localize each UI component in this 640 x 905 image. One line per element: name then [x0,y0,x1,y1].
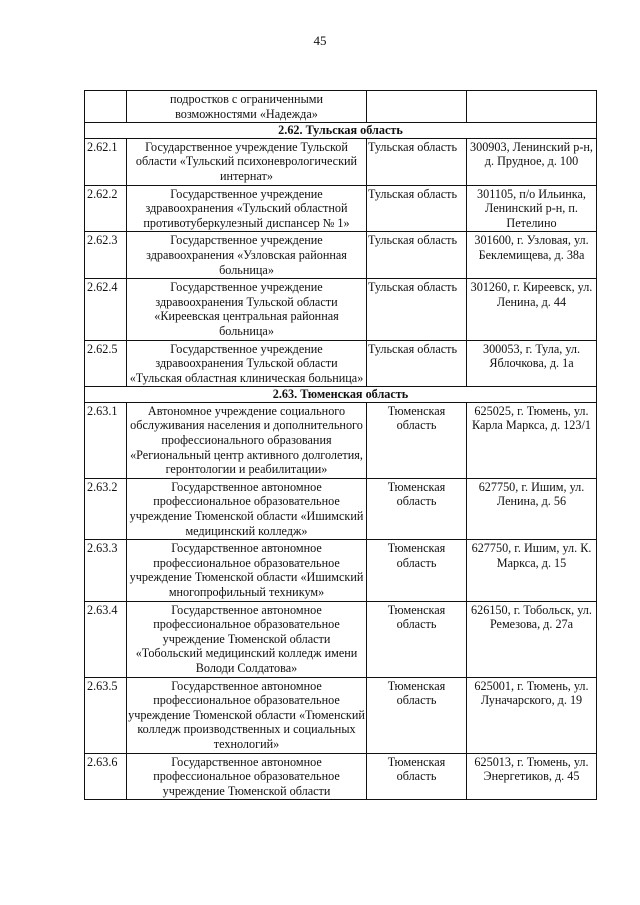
section-heading: 2.62. Тульская область [85,123,597,139]
row-number: 2.62.1 [85,138,127,185]
row-number [85,91,127,123]
institution-name: Государственное автономное профессиональное образовательное учреждение Тюменской области «Тюменский колледж производственных и социальных технологий» [127,677,367,753]
institution-name: Государственное учреждение Тульской области «Тульский психоневрологический интернат» [127,138,367,185]
institution-name: Государственное автономное профессиональное образовательное учреждение Тюменской области [127,753,367,800]
address: 301260, г. Киреевск, ул. Ленина, д. 44 [467,279,597,340]
table-row [85,138,597,185]
address: 300903, Ленинский р-н, д. Прудное, д. 100 [467,138,597,185]
table-row [85,91,597,123]
address: 625025, г. Тюмень, ул. Карла Маркса, д. 123/1 [467,402,597,478]
region: Тюменская область [367,677,467,753]
table-row [85,232,597,279]
region: Тюменская область [367,601,467,677]
address [467,91,597,123]
address: 301105, п/о Ильинка, Ленинский р-н, п. Петелино [467,185,597,232]
region: Тульская область [367,279,467,340]
row-number: 2.63.1 [85,402,127,478]
address: 301600, г. Узловая, ул. Беклемищева, д. 38а [467,232,597,279]
institution-name: Государственное учреждение здравоохранения Тульской области «Тульская областная клиническая больница» [127,340,367,387]
institution-name: Государственное учреждение здравоохранения «Узловская районная больница» [127,232,367,279]
institution-name: Автономное учреждение социального обслуживания населения и дополнительного профессионального образования «Региональный центр активного долголетия, геронтологии и реабилитации» [127,402,367,478]
row-number: 2.62.3 [85,232,127,279]
region: Тюменская область [367,478,467,539]
table-row [85,677,597,753]
address: 625013, г. Тюмень, ул. Энергетиков, д. 45 [467,753,597,800]
institutions-table [84,90,597,800]
region: Тульская область [367,340,467,387]
table-row [85,340,597,387]
section-heading-row [85,123,597,139]
row-number: 2.62.4 [85,279,127,340]
table-row [85,540,597,601]
region: Тульская область [367,138,467,185]
region: Тульская область [367,232,467,279]
address: 300053, г. Тула, ул. Яблочкова, д. 1а [467,340,597,387]
address: 627750, г. Ишим, ул. Ленина, д. 56 [467,478,597,539]
institution-name: Государственное автономное профессиональное образовательное учреждение Тюменской области «Тобольский медицинский колледж имени Володи Солдатова» [127,601,367,677]
table-row [85,753,597,800]
table-row [85,402,597,478]
row-number: 2.63.6 [85,753,127,800]
row-number: 2.63.2 [85,478,127,539]
institution-name: Государственное учреждение здравоохранения Тульской области «Киреевская центральная районная больница» [127,279,367,340]
institution-name: Государственное автономное профессиональное образовательное учреждение Тюменской области «Ишимский многопрофильный техникум» [127,540,367,601]
institution-name: Государственное автономное профессиональное образовательное учреждение Тюменской области «Ишимский медицинский колледж» [127,478,367,539]
region: Тульская область [367,185,467,232]
address: 625001, г. Тюмень, ул. Луначарского, д. 19 [467,677,597,753]
address: 626150, г. Тобольск, ул. Ремезова, д. 27а [467,601,597,677]
address: 627750, г. Ишим, ул. К. Маркса, д. 15 [467,540,597,601]
section-heading-row [85,387,597,403]
institution-name: подростков с ограниченными возможностями «Надежда» [127,91,367,123]
table-row [85,478,597,539]
page-number: 45 [313,33,327,48]
row-number: 2.63.5 [85,677,127,753]
row-number: 2.63.4 [85,601,127,677]
section-heading: 2.63. Тюменская область [85,387,597,403]
region [367,91,467,123]
region: Тюменская область [367,540,467,601]
region: Тюменская область [367,753,467,800]
table-row [85,279,597,340]
row-number: 2.63.3 [85,540,127,601]
table-row [85,601,597,677]
table-row [85,185,597,232]
institution-name: Государственное учреждение здравоохранения «Тульский областной противотуберкулезный диспансер № 1» [127,185,367,232]
row-number: 2.62.2 [85,185,127,232]
row-number: 2.62.5 [85,340,127,387]
region: Тюменская область [367,402,467,478]
